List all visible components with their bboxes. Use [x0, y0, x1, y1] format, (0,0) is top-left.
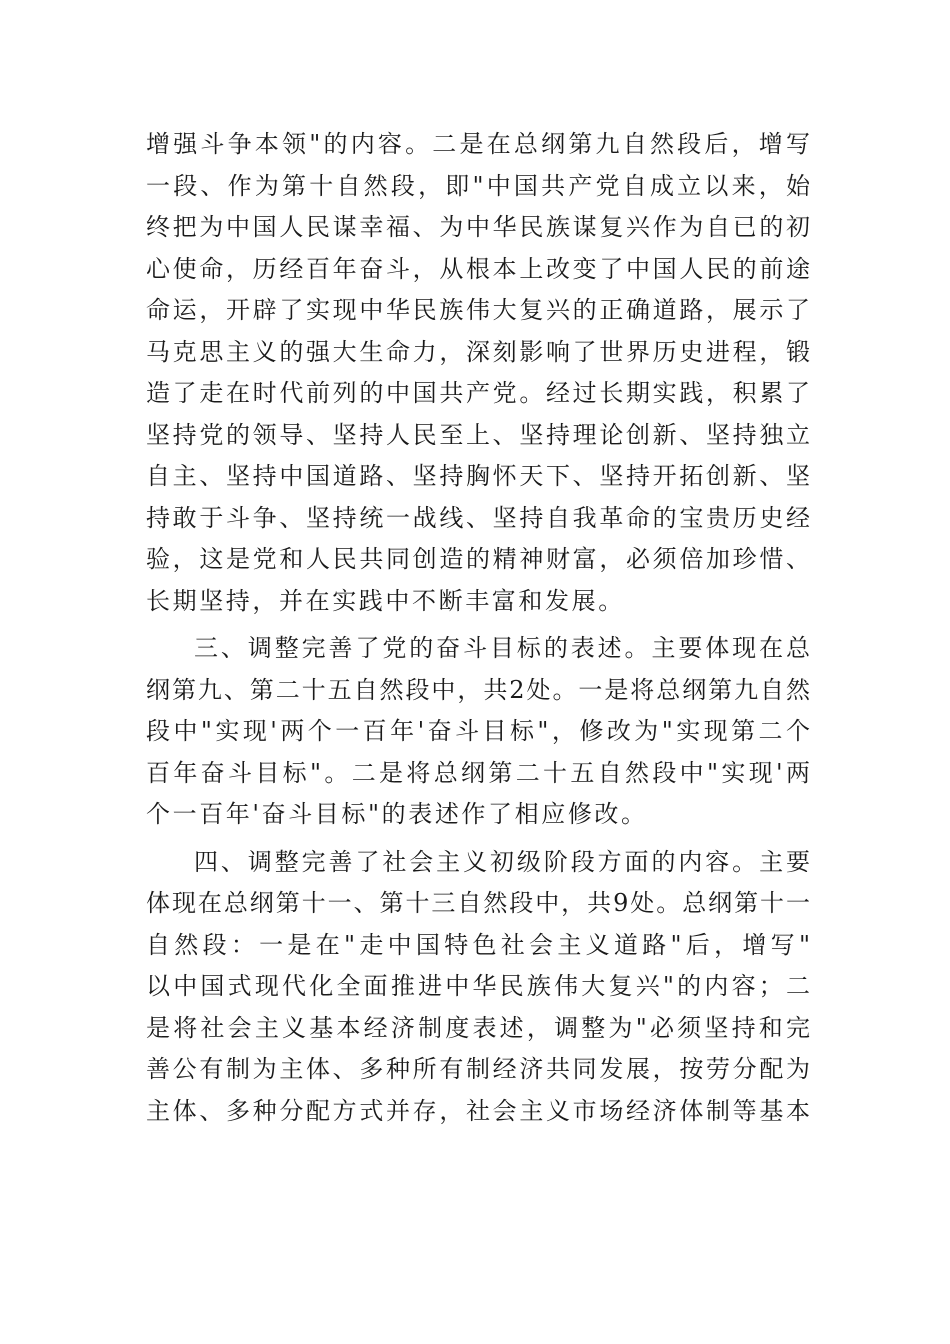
paragraph [146, 124, 810, 622]
text-line: 坚持党的领导、坚持人民至上、坚持理论创新、坚持独立 [146, 420, 810, 449]
text-line: 百年奋斗目标"。二是将总纲第二十五自然段中"实现'两 [146, 758, 810, 787]
text-line: 长期坚持，并在实践中不断丰富和发展。 [146, 586, 625, 615]
paragraph [146, 628, 810, 836]
text-line: 三、调整完善了党的奋斗目标的表述。主要体现在总 [194, 634, 810, 662]
text-line: 终把为中国人民谋幸福、为中华民族谋复兴作为自已的初 [146, 213, 810, 241]
text-line: 一段、作为第十自然段，即"中国共产党自成立以来，始 [146, 171, 810, 200]
document-body [146, 124, 810, 1132]
text-line: 主体、多种分配方式并存，社会主义市场经济体制等基本 [146, 1096, 810, 1125]
text-line: 马克思主义的强大生命力，深刻影响了世界历史进程，锻 [146, 337, 810, 366]
text-line: 段中"实现'两个一百年'奋斗目标"，修改为"实现第二个 [146, 717, 810, 745]
text-line: 持敢于斗争、坚持统一战线、坚持自我革命的宝贵历史经 [146, 503, 810, 532]
text-line: 造了走在时代前列的中国共产党。经过长期实践，积累了 [146, 379, 810, 407]
text-line: 是将社会主义基本经济制度表述，调整为"必须坚持和完 [146, 1013, 810, 1042]
text-line: 增强斗争本领"的内容。二是在总纲第九自然段后，增写 [146, 130, 810, 158]
text-line: 以中国式现代化全面推进中华民族伟大复兴"的内容；二 [146, 972, 810, 1000]
text-line: 心使命，历经百年奋斗，从根本上改变了中国人民的前途 [146, 254, 810, 283]
text-line: 个一百年'奋斗目标"的表述作了相应修改。 [146, 800, 648, 828]
text-line: 自然段：一是在"走中国特色社会主义道路"后，增写" [146, 930, 810, 959]
text-line: 验，这是党和人民共同创造的精神财富，必须倍加珍惜、 [146, 545, 810, 573]
text-line: 体现在总纲第十一、第十三自然段中，共9处。总纲第十一 [146, 889, 810, 917]
text-line: 自主、坚持中国道路、坚持胸怀天下、坚持开拓创新、坚 [146, 462, 810, 490]
paragraph [146, 842, 810, 1133]
text-line: 四、调整完善了社会主义初级阶段方面的内容。主要 [194, 847, 810, 876]
text-line: 纲第九、第二十五自然段中，共2处。一是将总纲第九自然 [146, 675, 810, 704]
text-line: 命运，开辟了实现中华民族伟大复兴的正确道路，展示了 [146, 296, 810, 324]
text-line: 善公有制为主体、多种所有制经济共同发展，按劳分配为 [146, 1055, 810, 1083]
